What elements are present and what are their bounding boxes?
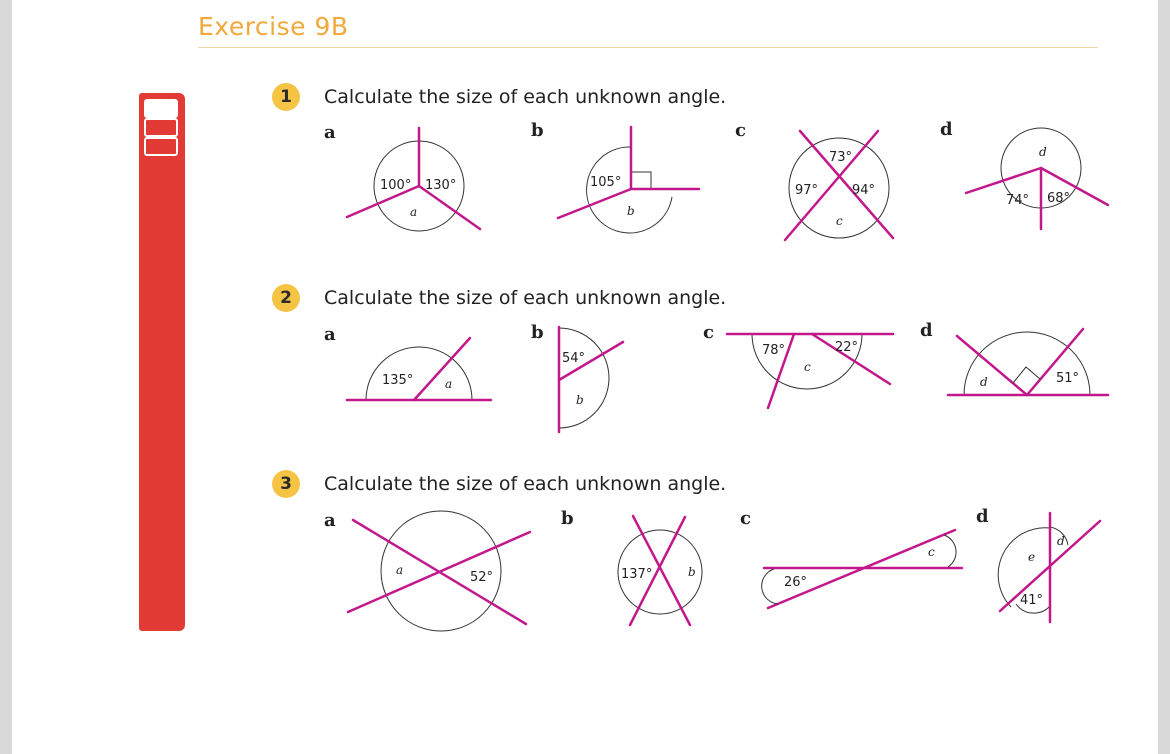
question-number-1: 1 bbox=[272, 83, 300, 111]
q2a-unknown: a bbox=[445, 377, 453, 391]
q1c-unknown: c bbox=[836, 214, 843, 228]
q1a-diagram bbox=[347, 128, 480, 231]
q3b-angle-137: 137° bbox=[621, 567, 653, 582]
q2c-angle-22: 22° bbox=[835, 340, 859, 355]
q3c-unknown: c bbox=[928, 545, 935, 559]
q3-part-c-label: c bbox=[740, 508, 751, 529]
q1a-angle-130: 130° bbox=[425, 178, 457, 193]
q1-part-c-label: c bbox=[735, 120, 746, 141]
q1d-unknown: d bbox=[1039, 145, 1047, 159]
q2d-right-angle-mark bbox=[1013, 367, 1040, 383]
q1c-angle-73: 73° bbox=[829, 150, 853, 165]
q3d-angle-41: 41° bbox=[1020, 593, 1044, 608]
question-number-2: 2 bbox=[272, 284, 300, 312]
q2c-diagram bbox=[727, 334, 893, 408]
q2b-arc bbox=[559, 328, 609, 428]
q3-part-d-label: d bbox=[976, 506, 989, 527]
q2-part-b-label: b bbox=[531, 322, 544, 343]
q2b-angle-54: 54° bbox=[562, 351, 586, 366]
q3c-angle-26: 26° bbox=[784, 575, 808, 590]
q1-part-b-label: b bbox=[531, 120, 544, 141]
q3c-diagram bbox=[762, 530, 962, 608]
q1d-diagram bbox=[966, 128, 1108, 229]
q3a-line-2 bbox=[348, 532, 530, 612]
q2c-unknown: c bbox=[804, 360, 811, 374]
q1d-line-left bbox=[966, 168, 1041, 193]
q2c-angle-78: 78° bbox=[762, 343, 786, 358]
q3d-diagram bbox=[998, 513, 1100, 622]
q2-part-c-label: c bbox=[703, 322, 714, 343]
q3-part-b-label: b bbox=[561, 508, 574, 529]
q3a-diagram bbox=[348, 511, 530, 631]
q2a-angle-135: 135° bbox=[382, 373, 414, 388]
q3b-unknown: b bbox=[688, 565, 696, 579]
q1b-line-left bbox=[558, 189, 631, 218]
q1a-unknown: a bbox=[410, 205, 418, 219]
q3b-diagram bbox=[618, 516, 702, 625]
q1b-right-angle-mark bbox=[631, 172, 651, 189]
question-1-instruction: Calculate the size of each unknown angle. bbox=[324, 86, 727, 108]
q2-part-d-label: d bbox=[920, 320, 933, 341]
q3a-angle-52: 52° bbox=[470, 570, 494, 585]
question-2-instruction: Calculate the size of each unknown angle. bbox=[324, 287, 727, 309]
q1c-diagram bbox=[785, 131, 893, 240]
question-number-3: 3 bbox=[272, 470, 300, 498]
q3c-arc-left bbox=[762, 569, 778, 604]
q1b-diagram bbox=[558, 127, 699, 233]
q1b-unknown: b bbox=[627, 204, 635, 218]
q1-part-d-label: d bbox=[940, 119, 953, 140]
q1d-angle-68: 68° bbox=[1047, 191, 1071, 206]
q2b-unknown: b bbox=[576, 393, 584, 407]
q1a-angle-100: 100° bbox=[380, 178, 412, 193]
q3d-unknown-d: d bbox=[1057, 534, 1065, 548]
q1-part-a-label: a bbox=[324, 122, 336, 143]
q1b-angle-105: 105° bbox=[590, 175, 622, 190]
q2d-angle-51: 51° bbox=[1056, 371, 1080, 386]
q2d-unknown: d bbox=[980, 375, 988, 389]
q1c-angle-94: 94° bbox=[852, 183, 876, 198]
q2b-diagram bbox=[559, 327, 623, 432]
q2d-diagram bbox=[948, 329, 1108, 395]
q3-part-a-label: a bbox=[324, 510, 336, 531]
q3c-arc-right bbox=[944, 535, 956, 567]
question-3-instruction: Calculate the size of each unknown angle. bbox=[324, 473, 727, 495]
exercise-title: Exercise 9B bbox=[198, 12, 349, 41]
q3a-unknown: a bbox=[396, 563, 404, 577]
q2d-left-line bbox=[957, 336, 1027, 395]
q2a-diagram bbox=[347, 338, 491, 400]
q1c-angle-97: 97° bbox=[795, 183, 819, 198]
q2-part-a-label: a bbox=[324, 324, 336, 345]
q1d-angle-74: 74° bbox=[1006, 193, 1030, 208]
q3d-unknown-e: e bbox=[1028, 550, 1036, 564]
